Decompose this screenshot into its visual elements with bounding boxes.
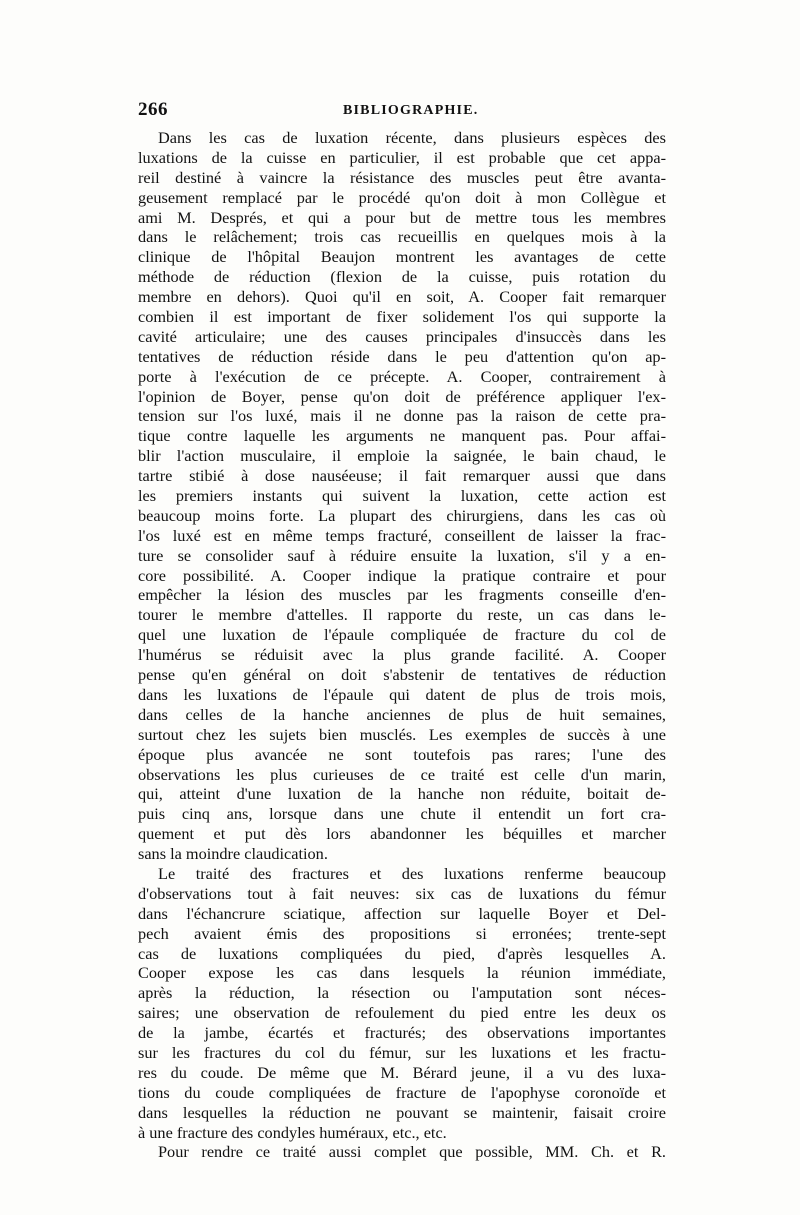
text-line: quel une luxation de l'épaule compliquée de fracture du col de bbox=[138, 625, 666, 645]
text-line: tourer le membre d'attelles. Il rapporte du reste, un cas dans le- bbox=[138, 605, 666, 625]
text-line: geusement remplacé par le procédé qu'on doit à mon Collègue et bbox=[138, 187, 666, 207]
text-line: blir l'action musculaire, il emploie la saignée, le bain chaud, le bbox=[138, 446, 666, 466]
text-line: surtout chez les sujets bien musclés. Les exemples de succès à une bbox=[138, 724, 666, 744]
text-line: d'observations tout à fait neuves: six cas de luxations du fémur bbox=[138, 883, 666, 903]
text-line: empêcher la lésion des muscles par les fragments conseille d'en- bbox=[138, 585, 666, 605]
text-line: luxations de la cuisse en particulier, il est probable que cet appa- bbox=[138, 147, 666, 167]
page-header bbox=[138, 99, 666, 127]
text-line: les premiers instants qui suivent la luxation, cette action est bbox=[138, 486, 666, 506]
text-line: dans celles de la hanche anciennes de plus de huit semaines, bbox=[138, 704, 666, 724]
text-line: observations les plus curieuses de ce traité est celle d'un marin, bbox=[138, 764, 666, 784]
text-line: dans les luxations de l'épaule qui datent de plus de trois mois, bbox=[138, 684, 666, 704]
text-line: porte à l'exécution de ce précepte. A. Cooper, contrairement à bbox=[138, 366, 666, 386]
text-line: saires; une observation de refoulement du pied entre les deux os bbox=[138, 1003, 666, 1023]
text-line: beaucoup moins forte. La plupart des chirurgiens, dans les cas où bbox=[138, 505, 666, 525]
text-line: tension sur l'os luxé, mais il ne donne pas la raison de cette pra- bbox=[138, 406, 666, 426]
text-line: ami M. Després, et qui a pour but de mettre tous les membres bbox=[138, 207, 666, 227]
text-line: l'os luxé est en même temps fracturé, conseillent de laisser la frac- bbox=[138, 525, 666, 545]
text-line: puis cinq ans, lorsque dans une chute il entendit un fort cra- bbox=[138, 804, 666, 824]
text-line: tique contre laquelle les arguments ne manquent pas. Pour affai- bbox=[138, 426, 666, 446]
body-text bbox=[138, 128, 666, 1162]
text-line: pense qu'en général on doit s'abstenir de tentatives de réduction bbox=[138, 665, 666, 685]
text-line: cavité articulaire; une des causes principales d'insuccès dans les bbox=[138, 326, 666, 346]
text-line: cas de luxations compliquées du pied, d'après lesquelles A. bbox=[138, 943, 666, 963]
running-head: BIBLIOGRAPHIE. bbox=[343, 103, 479, 118]
text-line: res du coude. De même que M. Bérard jeune, il a vu des luxa- bbox=[138, 1062, 666, 1082]
text-line: quement et put dès lors abandonner les béquilles et marcher bbox=[138, 824, 666, 844]
text-line: l'humérus se réduisit avec la plus grande facilité. A. Cooper bbox=[138, 645, 666, 665]
text-line: sans la moindre claudication. bbox=[138, 844, 328, 864]
text-line: pech avaient émis des propositions si erronées; trente-sept bbox=[138, 923, 666, 943]
text-line: tartre stibié à dose nauséeuse; il fait remarquer aussi que dans bbox=[138, 466, 666, 486]
text-line: à une fracture des condyles huméraux, etc., etc. bbox=[138, 1122, 447, 1142]
text-line: Cooper expose les cas dans lesquels la réunion immédiate, bbox=[138, 963, 666, 983]
text-line: méthode de réduction (flexion de la cuisse, puis rotation du bbox=[138, 267, 666, 287]
text-line: tions du coude compliquées de fracture de l'apophyse coronoïde et bbox=[138, 1082, 666, 1102]
page-number: 266 bbox=[138, 99, 168, 120]
text-line: reil destiné à vaincre la résistance des muscles peut être avanta- bbox=[138, 167, 666, 187]
text-line: Pour rendre ce traité aussi complet que possible, MM. Ch. et R. bbox=[158, 1142, 666, 1162]
text-line: sur les fractures du col du fémur, sur les luxations et les fractu- bbox=[138, 1042, 666, 1062]
text-line: membre en dehors). Quoi qu'il en soit, A. Cooper fait remarquer bbox=[138, 287, 666, 307]
text-line: de la jambe, écartés et fracturés; des observations importantes bbox=[138, 1023, 666, 1043]
text-line: qui, atteint d'une luxation de la hanche non réduite, boitait de- bbox=[138, 784, 666, 804]
text-line: tentatives de réduction réside dans le peu d'attention qu'on ap- bbox=[138, 346, 666, 366]
text-line: dans lesquelles la réduction ne pouvant se maintenir, faisait croire bbox=[138, 1102, 666, 1122]
text-line: ture se consolider sauf à réduire ensuite la luxation, s'il y a en- bbox=[138, 545, 666, 565]
text-line: core possibilité. A. Cooper indique la pratique contraire et pour bbox=[138, 565, 666, 585]
text-line: clinique de l'hôpital Beaujon montrent les avantages de cette bbox=[138, 247, 666, 267]
text-line: combien il est important de fixer solidement l'os qui supporte la bbox=[138, 307, 666, 327]
text-line: après la réduction, la résection ou l'amputation sont néces- bbox=[138, 983, 666, 1003]
text-line: Le traité des fractures et des luxations renferme beaucoup bbox=[158, 863, 666, 883]
text-line: époque plus avancée ne sont toutefois pas rares; l'une des bbox=[138, 744, 666, 764]
text-line: Dans les cas de luxation récente, dans plusieurs espèces des bbox=[158, 128, 666, 147]
text-line: dans l'échancrure sciatique, affection sur laquelle Boyer et Del- bbox=[138, 903, 666, 923]
text-line: l'opinion de Boyer, pense qu'on doit de préférence appliquer l'ex- bbox=[138, 386, 666, 406]
text-line: dans le relâchement; trois cas recueillis en quelques mois à la bbox=[138, 227, 666, 247]
